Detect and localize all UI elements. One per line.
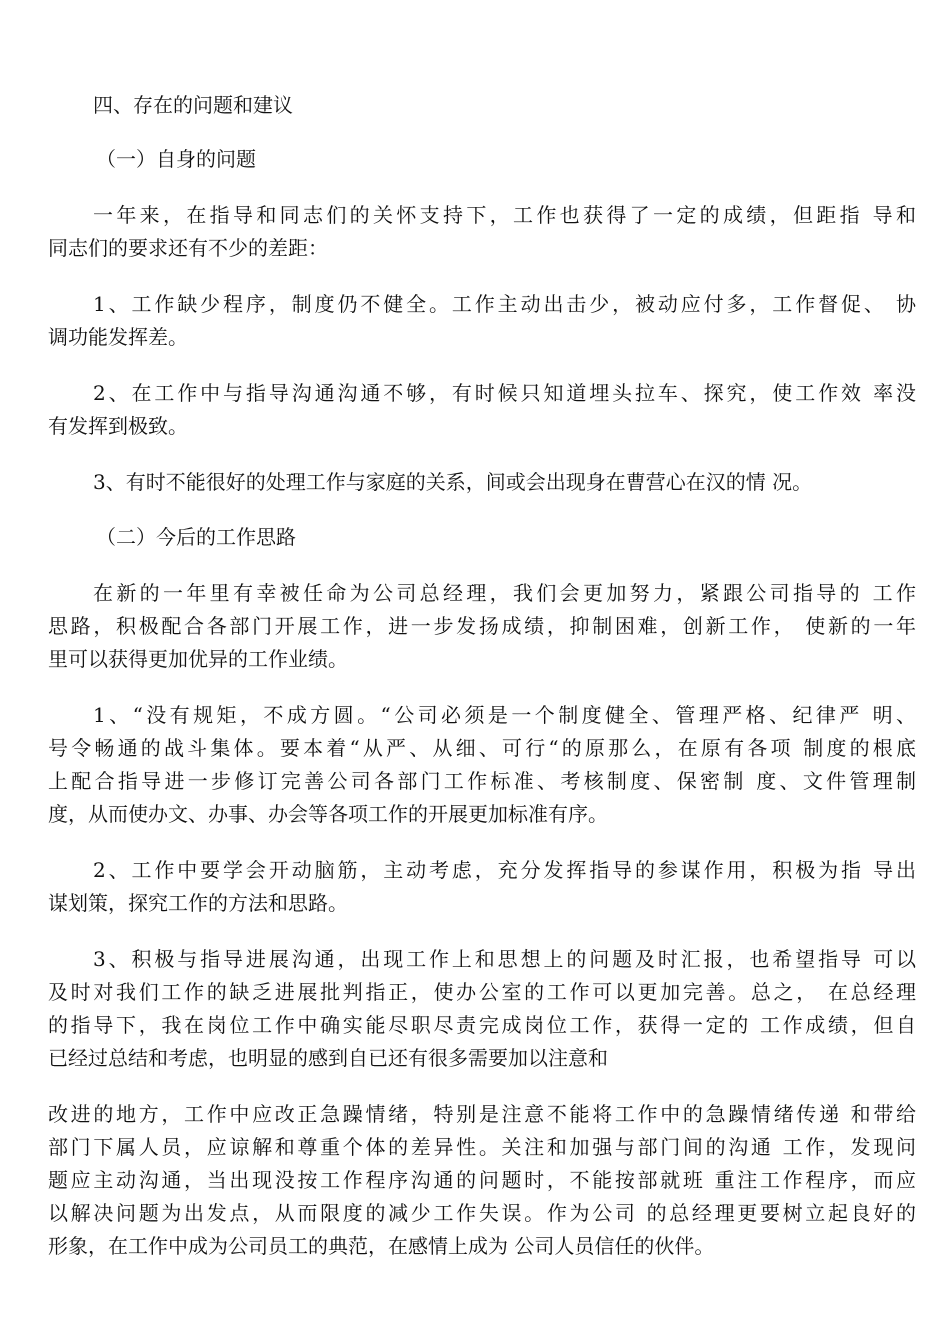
paragraph-line: 3、有时不能很好的处理工作与家庭的关系，间或会出现身在曹营心在汉的情 况。 bbox=[93, 470, 813, 494]
paragraph-line: 谋划策，探究工作的方法和思路。 bbox=[48, 891, 348, 915]
paragraph-line: 及时对我们工作的缺乏进展批判指正，使办公室的工作可以更加完善。总之， 在总经理 bbox=[48, 980, 916, 1004]
paragraph-line: 度，从而使办文、办事、办会等各项工作的开展更加标准有序。 bbox=[48, 802, 608, 826]
paragraph-line: 思路，积极配合各部门开展工作，进一步发扬成绩，抑制困难，创新工作， 使新的一年 bbox=[48, 614, 916, 638]
paragraph-line: 有发挥到极致。 bbox=[48, 414, 188, 438]
section-heading: 四、存在的问题和建议 bbox=[93, 93, 293, 117]
subsection-heading-future-plans: （二）今后的工作思路 bbox=[96, 525, 296, 549]
paragraph-line: 调功能发挥差。 bbox=[48, 325, 188, 349]
subsection-heading-own-problems: （一）自身的问题 bbox=[96, 147, 256, 171]
paragraph-line: 形象，在工作中成为公司员工的典范，在感情上成为 公司人员信任的伙伴。 bbox=[48, 1234, 715, 1258]
paragraph-line: 3、积极与指导进展沟通，出现工作上和思想上的问题及时汇报，也希望指导 可以 bbox=[93, 947, 916, 971]
paragraph-line: 的指导下，我在岗位工作中确实能尽职尽责完成岗位工作，获得一定的 工作成绩，但自 bbox=[48, 1013, 916, 1037]
paragraph-line: 1、工作缺少程序，制度仍不健全。工作主动出击少，被动应付多，工作督促、 协 bbox=[93, 292, 916, 316]
paragraph-line: 以解决问题为出发点，从而限度的减少工作失误。作为公司 的总经理更要树立起良好的 bbox=[48, 1201, 916, 1225]
paragraph-line: 2、在工作中与指导沟通沟通不够，有时候只知道埋头拉车、探究，使工作效 率没 bbox=[93, 381, 916, 405]
paragraph-line: 2、工作中要学会开动脑筋，主动考虑，充分发挥指导的参谋作用，积极为指 导出 bbox=[93, 858, 916, 882]
paragraph-line: 1、“没有规矩，不成方圆。“公司必须是一个制度健全、管理严格、纪律严 明、 bbox=[93, 703, 916, 727]
paragraph-line: 改进的地方，工作中应改正急躁情绪，特别是注意不能将工作中的急躁情绪传递 和带给 bbox=[48, 1102, 916, 1126]
paragraph-line: 已经过总结和考虑，也明显的感到自已还有很多需要加以注意和 bbox=[48, 1046, 608, 1070]
paragraph-line: 同志们的要求还有不少的差距： bbox=[48, 236, 328, 260]
paragraph-line: 一年来，在指导和同志们的关怀支持下，工作也获得了一定的成绩，但距指 导和 bbox=[93, 203, 916, 227]
paragraph-line: 在新的一年里有幸被任命为公司总经理，我们会更加努力，紧跟公司指导的 工作 bbox=[93, 581, 916, 605]
paragraph-line: 上配合指导进一步修订完善公司各部门工作标准、考核制度、保密制 度、文件管理制 bbox=[48, 769, 916, 793]
paragraph-line: 号令畅通的战斗集体。要本着“从严、从细、可行“的原那么，在原有各项 制度的根底 bbox=[48, 736, 916, 760]
paragraph-line: 里可以获得更加优异的工作业绩。 bbox=[48, 647, 348, 671]
paragraph-line: 题应主动沟通，当出现没按工作程序沟通的问题时，不能按部就班 重注工作程序，而应 bbox=[48, 1168, 916, 1192]
paragraph-line: 部门下属人员，应谅解和尊重个体的差异性。关注和加强与部门间的沟通 工作，发现问 bbox=[48, 1135, 916, 1159]
